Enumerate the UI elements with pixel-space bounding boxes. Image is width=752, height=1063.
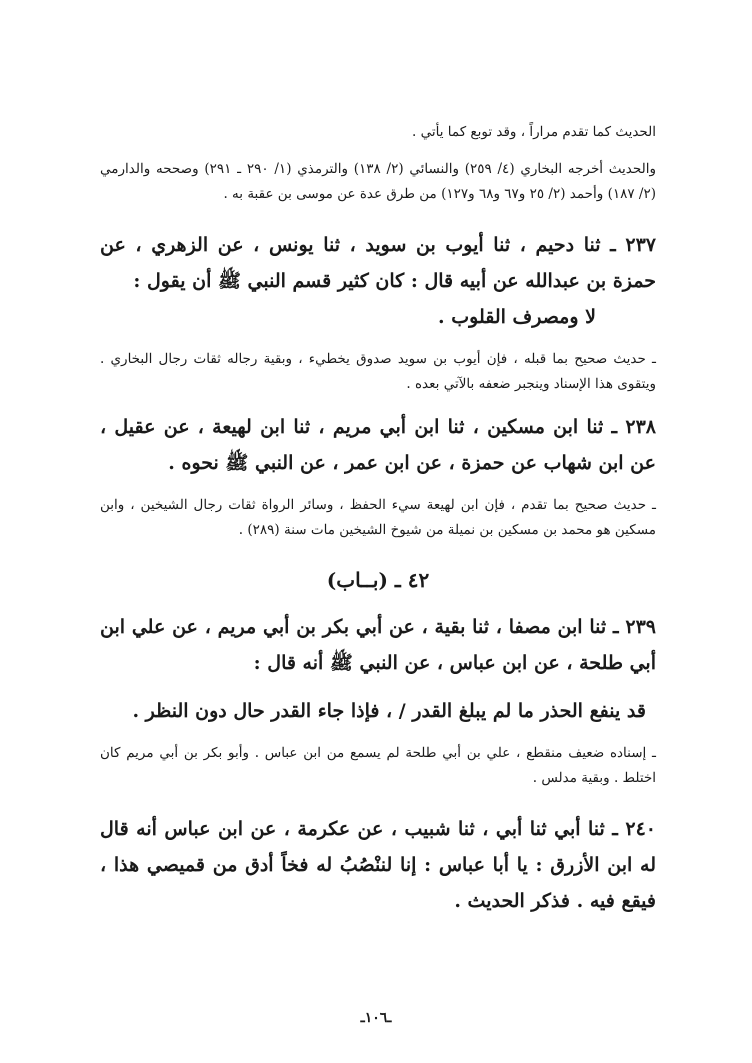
chapter-heading: ٤٢ ـ (بــاب)	[326, 568, 430, 592]
hadith-237-note: ـ حديث صحيح بما قبله ، فإن أيوب بن سويد صدوق يخطيء ، وبقية رجاله ثقات رجال البخاري . ويتقوى هذا الإسناد وينجبر ضعفه بالآتي بعده .	[100, 351, 656, 392]
hadith-240-text: ٢٤٠ ـ ثنا أبي ثنا أبي ، ثنا شبيب ، عن عكرمة ، عن ابن عباس أنه قال له ابن الأزرق : يا أبا عباس : إنا لننْصُبُ له فخاً أدق من قميصي هذا ، فيقع فيه . فذكر الحديث .	[100, 818, 656, 912]
hadith-237-matn: لا ومصرف القلوب .	[438, 306, 596, 328]
hadith-239-matn: قد ينفع الحذر ما لم يبلغ القدر / ، فإذا جاء القدر حال دون النظر .	[132, 700, 646, 722]
hadith-237-isnad: ٢٣٧ ـ ثنا دحيم ، ثنا أيوب بن سويد ، ثنا يونس ، عن الزهري ، عن حمزة بن عبدالله عن أبيه قال : كان كثير قسم النبي ﷺ أن يقول :	[100, 234, 656, 292]
takhrij-paragraph: والحديث أخرجه البخاري (٤/ ٢٥٩) والنسائي (٢/ ١٣٨) والترمذي (١/ ٢٩٠ ـ ٢٩١) وصححه والدارمي (٢/ ١٨٧) وأحمد (٢/ ٢٥ و٦٧ و٦٨ و١٢٧) من طرق عدة عن موسى بن عقبة به .	[100, 161, 656, 202]
hadith-239-note: ـ إسناده ضعيف منقطع ، علي بن أبي طلحة لم يسمع من ابن عباس . وأبو بكر بن أبي مريم كان اختلط . وبقية مدلس .	[100, 745, 656, 786]
hadith-239-isnad: ٢٣٩ ـ ثنا ابن مصفا ، ثنا بقية ، عن أبي بكر بن أبي مريم ، عن علي ابن أبي طلحة ، عن ابن عباس ، عن النبي ﷺ أنه قال :	[100, 616, 656, 674]
intro-line: الحديث كما تقدم مراراً ، وقد توبع كما يأتي .	[412, 124, 656, 140]
hadith-238-note: ـ حديث صحيح بما تقدم ، فإن ابن لهيعة سيء الحفظ ، وسائر الرواة ثقات رجال الشيخين ، وابن مسكين هو محمد بن مسكين بن نميلة من شيوخ الشيخين مات سنة (٢٨٩) .	[100, 497, 656, 538]
page-body	[100, 120, 656, 919]
hadith-238-text: ٢٣٨ ـ ثنا ابن مسكين ، ثنا ابن أبي مريم ، ثنا ابن لهيعة ، عن عقيل ، عن ابن شهاب عن حمزة ، عن ابن عمر ، عن النبي ﷺ نحوه .	[100, 416, 656, 474]
page-number: ـ١٠٦ـ	[360, 1010, 392, 1026]
